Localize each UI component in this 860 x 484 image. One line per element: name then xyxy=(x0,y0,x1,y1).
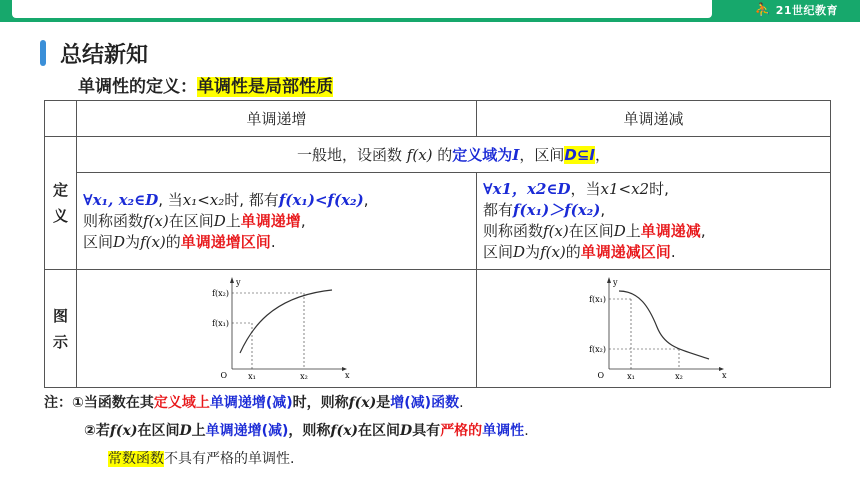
definition-table xyxy=(44,100,831,388)
table-header-row xyxy=(45,101,831,137)
label-y-axis: y xyxy=(235,277,241,287)
note-3: 常数函数不具有严格的单调性. xyxy=(108,451,295,467)
definition-row xyxy=(45,173,831,270)
increasing-graph xyxy=(202,277,352,381)
definition-label: 定义 xyxy=(52,181,68,225)
header-decreasing: 单调递减 xyxy=(477,101,831,137)
decreasing-curve xyxy=(619,291,709,359)
subtitle: 单调性的定义：单调性是局部性质 xyxy=(78,77,333,97)
label-f-x1: f(x₁) xyxy=(211,318,229,328)
page-title: 总结新知 xyxy=(60,43,149,68)
increasing-graph-cell xyxy=(77,270,477,388)
label-x1: x₁ xyxy=(247,371,256,381)
corner-cell xyxy=(45,101,77,137)
brand-logo: ⛹ 21世纪教育 xyxy=(754,3,838,18)
label-x2: x₂ xyxy=(674,371,683,381)
label-f-x1: f(x₁) xyxy=(588,294,606,304)
graph-label: 图示 xyxy=(52,306,68,351)
increasing-definition: ∀x₁, x₂∈D, 当x₁<x₂时, 都有f(x₁)<f(x₂), 则称函数f(x)在区间D上单调递增, 区间D为f(x)的单调递增区间. xyxy=(77,173,477,270)
increasing-curve xyxy=(240,290,332,353)
label-x-axis: x xyxy=(344,370,350,380)
note-2: ②若f(x)在区间D上单调递增(减)，则称f(x)在区间D具有严格的单调性. xyxy=(84,423,529,439)
decreasing-definition: ∀x1，x2∈D，当x1<x2时, 都有f(x₁)＞f(x₂), 则称函数f(x)在区间D上单调递减, 区间D为f(x)的单调递减区间. xyxy=(477,173,831,270)
graph-row xyxy=(45,270,831,388)
constant-function-highlight: 常数函数 xyxy=(108,451,164,467)
banner-white-strip xyxy=(12,0,712,18)
general-row xyxy=(45,137,831,173)
label-y-axis: y xyxy=(612,277,618,287)
definition-row-head xyxy=(45,137,77,270)
header-increasing: 单调递增 xyxy=(77,101,477,137)
label-origin: O xyxy=(596,370,604,380)
label-x-axis: x xyxy=(721,370,727,380)
title-accent-bar xyxy=(40,40,46,66)
label-f-x2: f(x₂) xyxy=(211,288,229,298)
label-x2: x₂ xyxy=(299,371,308,381)
graph-row-head xyxy=(45,270,77,388)
top-banner xyxy=(0,0,860,22)
y-axis-arrow xyxy=(607,277,611,283)
y-axis-arrow xyxy=(230,277,234,283)
label-origin: O xyxy=(219,370,227,380)
decreasing-graph xyxy=(579,277,729,381)
general-statement: 一般地，设函数 f(x) 的定义域为I，区间D⊆I， xyxy=(77,137,831,173)
decreasing-graph-cell xyxy=(477,270,831,388)
note-1: 注：①当函数在其定义域上单调递增(减)时，则称f(x)是增(减)函数. xyxy=(44,395,464,411)
label-x1: x₁ xyxy=(626,371,635,381)
label-f-x2: f(x₂) xyxy=(588,344,606,354)
